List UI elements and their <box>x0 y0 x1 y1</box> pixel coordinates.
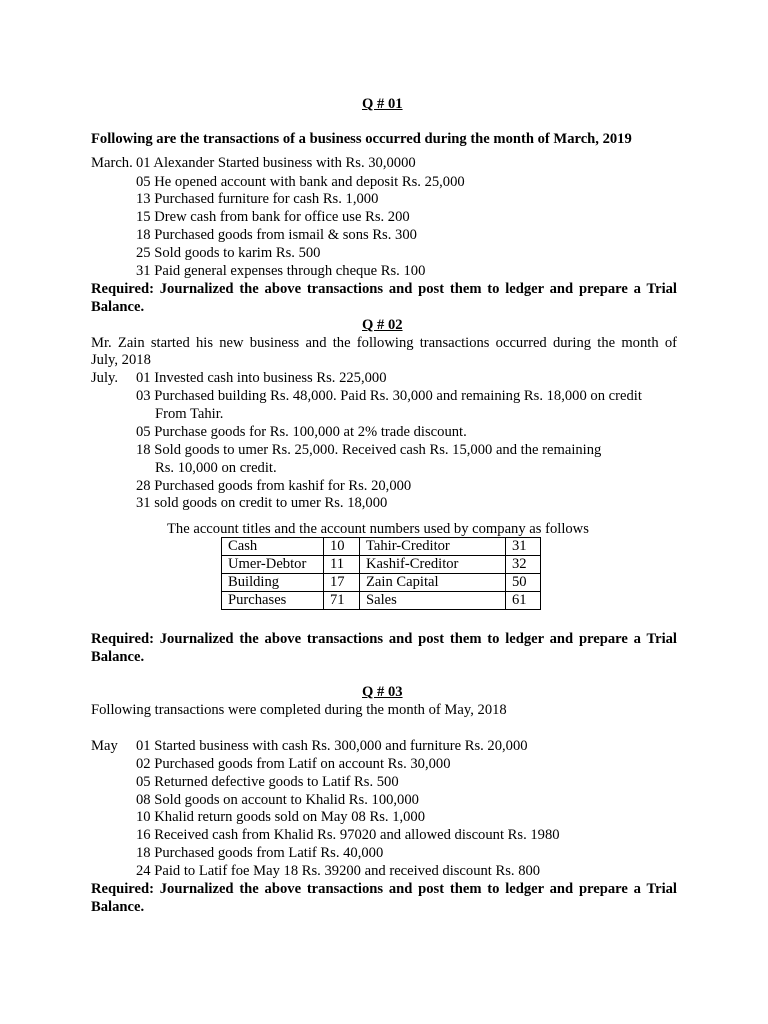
q1-intro: Following are the transactions of a business occurred during the month of March, 2019 <box>91 131 632 147</box>
q3-transaction: 01 Started business with cash Rs. 300,000 and furniture Rs. 20,000 <box>136 738 528 754</box>
q3-transaction: 10 Khalid return goods sold on May 08 Rs. 1,000 <box>136 809 426 825</box>
q1-required-line1: Required: Journalized the above transactions and post them to ledger and prepare a Trial <box>91 281 677 297</box>
account-number-cell: 71 <box>324 592 360 610</box>
table-row <box>222 538 541 556</box>
account-title-cell: Cash <box>222 538 324 556</box>
q2-transaction: 18 Sold goods to umer Rs. 25,000. Received cash Rs. 15,000 and the remaining <box>136 442 602 458</box>
account-number-cell: 31 <box>506 538 541 556</box>
q3-transaction: 08 Sold goods on account to Khalid Rs. 100,000 <box>136 792 419 808</box>
q2-intro-line1: Mr. Zain started his new business and the following transactions occurred during the month of <box>91 335 677 351</box>
account-title-cell: Building <box>222 574 324 592</box>
q1-transaction: 18 Purchased goods from ismail & sons Rs. 300 <box>136 227 417 243</box>
q2-required-line2: Balance. <box>91 649 145 665</box>
q3-transaction: 18 Purchased goods from Latif Rs. 40,000 <box>136 845 384 861</box>
q2-table-caption: The account titles and the account numbers used by company as follows <box>167 521 589 537</box>
q3-required-line1: Required: Journalized the above transactions and post them to ledger and prepare a Trial <box>91 881 677 897</box>
account-title-cell: Kashif-Creditor <box>360 556 506 574</box>
q3-heading: Q # 03 <box>362 684 403 700</box>
q2-transaction: 05 Purchase goods for Rs. 100,000 at 2% trade discount. <box>136 424 467 440</box>
account-number-cell: 50 <box>506 574 541 592</box>
account-number-cell: 10 <box>324 538 360 556</box>
q1-heading: Q # 01 <box>362 96 403 112</box>
q3-transaction: 02 Purchased goods from Latif on account Rs. 30,000 <box>136 756 451 772</box>
q1-transaction: 05 He opened account with bank and deposit Rs. 25,000 <box>136 174 465 190</box>
q3-transaction: 16 Received cash from Khalid Rs. 97020 and allowed discount Rs. 1980 <box>136 827 560 843</box>
table-row <box>222 574 541 592</box>
q1-transaction: 01 Alexander Started business with Rs. 30,0000 <box>136 155 416 171</box>
q1-transaction: 15 Drew cash from bank for office use Rs. 200 <box>136 209 410 225</box>
table-row <box>222 556 541 574</box>
q1-transaction: 13 Purchased furniture for cash Rs. 1,000 <box>136 191 379 207</box>
q2-transaction: 01 Invested cash into business Rs. 225,000 <box>136 370 387 386</box>
account-title-cell: Purchases <box>222 592 324 610</box>
q2-required-line1: Required: Journalized the above transactions and post them to ledger and prepare a Trial <box>91 631 677 647</box>
account-number-cell: 11 <box>324 556 360 574</box>
q1-transaction: 31 Paid general expenses through cheque Rs. 100 <box>136 263 426 279</box>
q1-transaction: 25 Sold goods to karim Rs. 500 <box>136 245 321 261</box>
q2-transaction: 03 Purchased building Rs. 48,000. Paid Rs. 30,000 and remaining Rs. 18,000 on credit <box>136 388 642 404</box>
table-row <box>222 592 541 610</box>
q2-transaction: 31 sold goods on credit to umer Rs. 18,000 <box>136 495 388 511</box>
q3-intro: Following transactions were completed during the month of May, 2018 <box>91 702 507 718</box>
q3-month-label: May <box>91 738 118 754</box>
account-number-cell: 17 <box>324 574 360 592</box>
account-title-cell: Sales <box>360 592 506 610</box>
account-number-cell: 32 <box>506 556 541 574</box>
q3-required-line2: Balance. <box>91 899 145 915</box>
account-title-cell: Tahir-Creditor <box>360 538 506 556</box>
q3-transaction: 05 Returned defective goods to Latif Rs. 500 <box>136 774 399 790</box>
q2-transaction-continued: Rs. 10,000 on credit. <box>155 460 277 476</box>
q2-transaction-continued: From Tahir. <box>155 406 224 422</box>
q3-transaction: 24 Paid to Latif foe May 18 Rs. 39200 and received discount Rs. 800 <box>136 863 541 879</box>
account-number-cell: 61 <box>506 592 541 610</box>
q2-month-label: July. <box>91 370 119 386</box>
account-title-cell: Umer-Debtor <box>222 556 324 574</box>
account-title-cell: Zain Capital <box>360 574 506 592</box>
account-titles-table <box>221 537 541 610</box>
q2-heading: Q # 02 <box>362 317 403 333</box>
q2-transaction: 28 Purchased goods from kashif for Rs. 20,000 <box>136 478 412 494</box>
q2-intro-line2: July, 2018 <box>91 352 151 368</box>
q1-required-line2: Balance. <box>91 299 145 315</box>
q1-month-label: March. <box>91 155 133 171</box>
